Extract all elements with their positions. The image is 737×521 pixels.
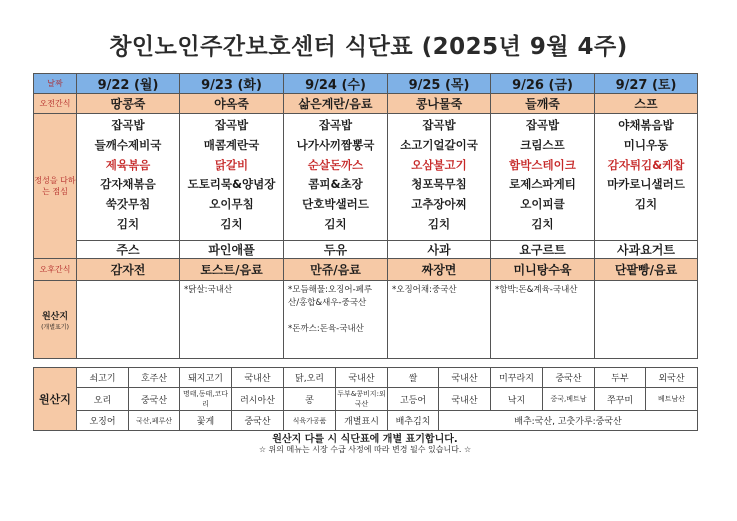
menu-item: 잡곡밥 [422,118,456,132]
ingredient: 식육가공품 [284,411,336,431]
ingredient: 명태,동태,코다리 [180,388,232,411]
dessert: 파인애플 [180,241,284,259]
ingredient: 배추김치 [388,411,439,431]
menu-table [33,73,698,359]
origin-note [77,281,180,359]
menu-item: 미니우동 [623,137,669,152]
menu-item: 고추장아찌 [411,197,467,212]
pm-snack: 미니탕수육 [491,259,595,281]
origin-grid-row [34,368,698,388]
menu-item: 야채볶음밥 [618,118,674,132]
ingredient: 닭,오리 [284,368,336,388]
day-date: 9/23 (화) [180,74,284,94]
dessert-row [34,241,698,259]
origin-country: 국내산 [439,368,491,388]
lunch-menu [595,114,698,241]
origin-label-text: 원산지 [41,311,69,322]
ingredient: 쭈꾸미 [595,388,646,411]
menu-item: 잡곡밥 [318,118,353,132]
origin-country: 러시아산 [232,388,284,411]
ingredient: 쌀 [388,368,439,388]
origin-note [595,281,698,359]
origin-row [34,281,698,359]
am-snack: 땅콩죽 [77,94,180,114]
menu-item-main: 감자튀김&케찹 [607,157,685,172]
pm-snack: 만쥬/음료 [284,259,388,281]
page-title: 창인노인주간보호센터 식단표 (2025년 9월 4주) [109,34,628,60]
dessert: 두유 [284,241,388,259]
menu-item-main: 오삼불고기 [411,157,467,172]
date-row [34,74,698,94]
ingredient: 미꾸라지 [491,368,543,388]
am-snack: 삶은계란/음료 [284,94,388,114]
menu-item: 나가사끼짬뽕국 [296,137,375,152]
menu-item: 잡곡밥 [111,118,145,132]
menu-item-main: 닭갈비 [214,157,249,172]
ingredient: 쇠고기 [77,368,129,388]
lunch-menu [77,114,180,241]
am-snack-label: 오전간식 [34,94,77,114]
menu-item: 매콤계란국 [203,137,260,152]
menu-item-main: 제육볶음 [105,157,151,172]
origin-country: 중국산 [543,368,595,388]
origin-country: 국내산 [232,368,284,388]
menu-item: 도토리묵&양념장 [187,177,276,192]
menu-item: 잡곡밥 [214,118,249,132]
day-date: 9/27 (토) [595,74,698,94]
origin-country: 배추:국산, 고춧가루:중국산 [439,411,698,431]
origin-note: *오징어채:중국산 [388,281,491,359]
menu-item-main: 함박스테이크 [509,157,576,172]
ingredient: 꽃게 [180,411,232,431]
lunch-menu [388,114,491,241]
day-date: 9/25 (목) [388,74,491,94]
origin-country: 중국산 [232,411,284,431]
pm-snack-row [34,259,698,281]
origin-grid [33,367,698,431]
lunch-menu [284,114,388,241]
lunch-row [34,114,698,241]
ingredient: 오리 [77,388,129,411]
lunch-menu [180,114,284,241]
origin-notice: 원산지 다를 시 식단표에 개별 표기합니다. [272,434,458,445]
dessert: 요구르트 [491,241,595,259]
menu-item: 들깨수제비국 [94,137,162,152]
menu-item-main: 순살돈까스 [307,157,364,172]
menu-item: 잡곡밥 [525,118,560,132]
pm-snack: 감자전 [77,259,180,281]
menu-item: 크림스프 [520,137,565,152]
origin-country: 국내산 [439,388,491,411]
origin-country: 개별표시 [336,411,388,431]
am-snack: 스프 [595,94,698,114]
origin-grid-row [34,411,698,431]
ingredient: 낙지 [491,388,543,411]
menu-item: 단호박샐러드 [302,197,369,212]
origin-label [34,281,77,359]
date-label: 날짜 [34,74,77,94]
ingredient: 오징어 [77,411,129,431]
origin-note: *닭살:국내산 [180,281,284,359]
origin-country: 국산,페루산 [129,411,180,431]
origin-grid-row [34,388,698,411]
origin-country: 호주산 [129,368,180,388]
day-date: 9/26 (금) [491,74,595,94]
menu-item: 김치 [634,197,658,212]
lunch-label: 정성을 다하는 점심 [34,114,77,259]
ingredient: 두부 [595,368,646,388]
menu-item: 김치 [116,216,140,231]
ingredient: 돼지고기 [180,368,232,388]
menu-item: 김치 [531,216,554,231]
origin-note: *모듬해물:오징어-페루산/홍합&새우-중국산 *돈까스:돈육-국내산 [284,281,388,359]
pm-snack: 짜장면 [388,259,491,281]
day-date: 9/22 (월) [77,74,180,94]
menu-item: 마카로니샐러드 [607,177,685,192]
pm-snack: 단팥빵/음료 [595,259,698,281]
day-date: 9/24 (수) [284,74,388,94]
menu-item: 청포묵무침 [411,177,467,192]
origin-country: 중국산 [129,388,180,411]
origin-country: 외국산 [646,368,698,388]
menu-item: 콤피&초장 [308,177,363,192]
menu-item: 오이피클 [520,197,565,212]
menu-item: 감자채볶음 [100,177,156,192]
menu-item: 쑥갓무침 [105,197,151,212]
origin-country: 베트남산 [646,388,698,411]
menu-item: 김치 [324,216,347,231]
menu-item: 김치 [427,216,451,231]
ingredient: 고등어 [388,388,439,411]
menu-item: 김치 [220,216,243,231]
footnote: ☆ 위의 메뉴는 시장 수급 사정에 따라 변경 될수 있습니다. ☆ [258,445,472,454]
lunch-menu [491,114,595,241]
am-snack: 콩나물죽 [388,94,491,114]
pm-snack: 토스트/음료 [180,259,284,281]
menu-item: 로제스파게티 [509,177,576,192]
dessert: 사과요거트 [595,241,698,259]
menu-item: 소고기얼갈이국 [400,137,478,152]
origin-country: 중국,베트남 [543,388,595,411]
dessert: 주스 [77,241,180,259]
am-snack: 들깨죽 [491,94,595,114]
am-snack-row [34,94,698,114]
origin-country: 두부&콩비지:외국산 [336,388,388,411]
origin-country: 국내산 [336,368,388,388]
ingredient: 콩 [284,388,336,411]
am-snack: 야옥죽 [180,94,284,114]
dessert: 사과 [388,241,491,259]
menu-item: 오이무침 [209,197,254,212]
origin-note: *함박:돈&계육-국내산 [491,281,595,359]
origin-grid-label: 원산지 [34,368,77,431]
pm-snack-label: 오후간식 [34,259,77,281]
origin-label-note: (개별표기) [41,323,69,331]
